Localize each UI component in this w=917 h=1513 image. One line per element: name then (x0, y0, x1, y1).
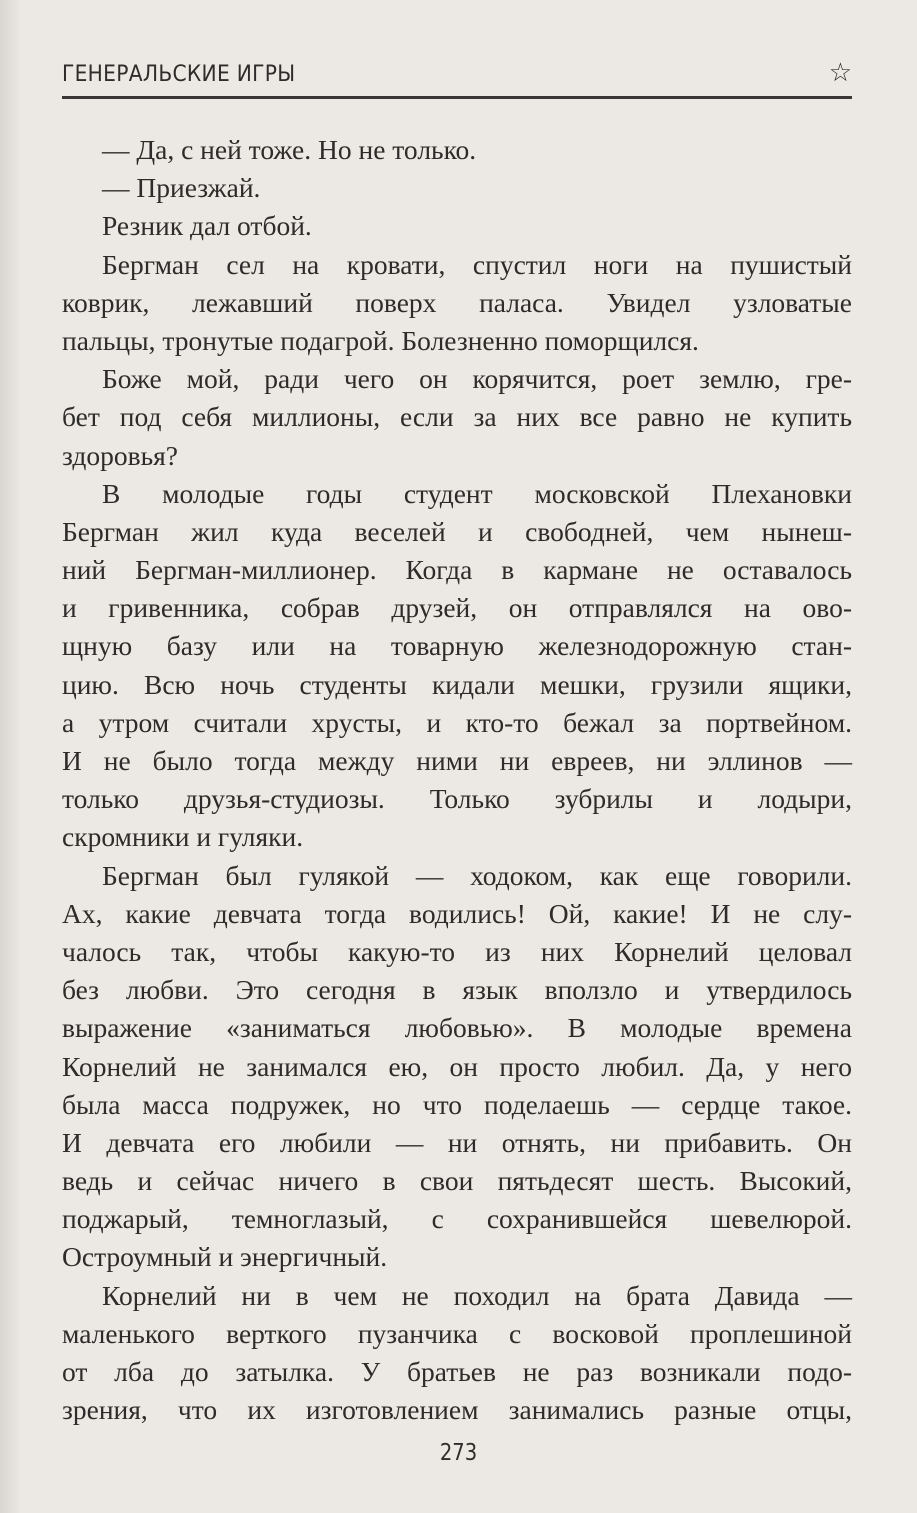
text-line: И девчата его любили — ни отнять, ни прибавить. Он (62, 1126, 852, 1158)
text-line: щную базу или на товарную железнодорожную стан- (62, 630, 852, 662)
text-line: чалось так, чтобы какую-то из них Корнелий целовал (62, 935, 852, 967)
text-line: Бергман жил куда веселей и свободней, чем нынеш- (62, 515, 852, 547)
text-line: Ах, какие девчата тогда водились! Ой, какие! И не слу- (62, 897, 852, 929)
header-rule (62, 96, 852, 99)
text-line: коврик, лежавший поверх паласа. Увидел узловатые (62, 286, 852, 318)
text-line: — Приезжай. (102, 172, 261, 204)
text-line: выражение «заниматься любовью». В молодые времена (62, 1012, 852, 1044)
text-line: Корнелий не занимался ею, он просто любил. Да, у него (62, 1050, 852, 1082)
text-line: Бергман был гулякой — ходоком, как еще говорили. (102, 859, 852, 891)
running-header (62, 58, 852, 98)
text-line: Бергман сел на кровати, спустил ноги на пушистый (102, 248, 852, 280)
text-line: от лба до затылка. У братьев не раз возникали подо- (62, 1356, 852, 1387)
star-icon: ☆ (828, 58, 852, 88)
text-line: ний Бергман-миллионер. Когда в кармане не оставалось (62, 554, 852, 586)
text-line: Корнелий ни в чем не походил на брата Давида — (102, 1279, 852, 1311)
text-line: а утром считали хрусты, и кто-то бежал за портвейном. (62, 706, 852, 738)
text-line: без любви. Это сегодня в язык вползло и утвердилось (62, 974, 852, 1006)
text-line: и гривенника, собрав друзей, он отправлялся на ово- (62, 592, 852, 624)
text-line: В молодые годы студент московской Плехановки (102, 477, 852, 509)
text-line: здоровья? (62, 439, 178, 471)
running-title: ГЕНЕРАЛЬСКИЕ ИГРЫ (62, 62, 296, 87)
text-line: маленького верткого пузанчика с восковой проплешиной (62, 1317, 852, 1349)
text-line: цию. Всю ночь студенты кидали мешки, грузили ящики, (62, 668, 852, 700)
text-line: только друзья-студиозы. Только зубрилы и лодыри, (62, 783, 852, 815)
text-line: Резник дал отбой. (102, 210, 312, 242)
text-line: — Да, с ней тоже. Но не только. (102, 134, 477, 165)
text-line: поджарый, темноглазый, с сохранившейся шевелюрой. (62, 1203, 852, 1235)
body-text (62, 131, 852, 1429)
page-number: 273 (439, 1440, 478, 1466)
text-line: И не было тогда между ними ни евреев, ни эллинов — (62, 745, 852, 776)
text-line: Остроумный и энергичный. (62, 1241, 388, 1273)
text-line: пальцы, тронутые подагрой. Болезненно поморщился. (62, 324, 699, 356)
text-line: ведь и сейчас ничего в свои пятьдесят шесть. Высокий, (62, 1165, 852, 1197)
text-line: зрения, что их изготовлением занимались разные отцы, (62, 1394, 852, 1426)
text-line: скромники и гуляки. (62, 821, 304, 853)
page-edge-shadow (0, 0, 22, 1513)
text-line: бет под себя миллионы, если за них все равно не купить (62, 401, 852, 433)
text-line: Боже мой, ради чего он корячится, роет землю, гре- (102, 363, 852, 395)
text-line: была масса подружек, но что поделаешь — сердце такое. (62, 1088, 852, 1120)
